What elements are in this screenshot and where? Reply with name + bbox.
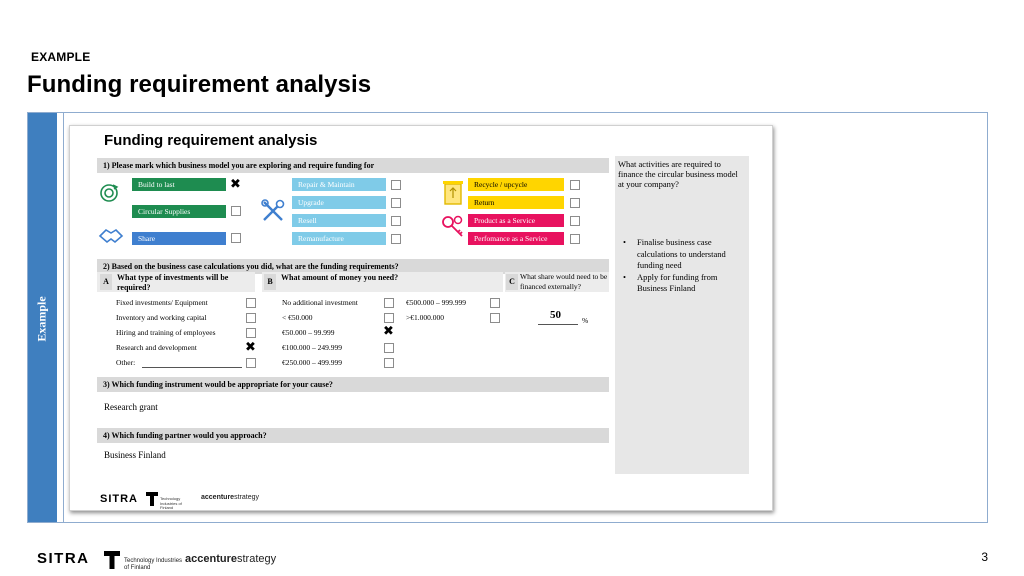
sheet-sitra-logo: SITRA	[100, 493, 138, 505]
investment-checkbox[interactable]	[246, 298, 256, 308]
model-return-checkbox[interactable]	[570, 198, 580, 208]
activities-question: What activities are required to finance the circular business model at your company?	[618, 159, 738, 189]
model-recycle-upcycle-checkbox[interactable]	[570, 180, 580, 190]
external-share-value[interactable]: 50	[550, 309, 561, 321]
amount-item: >€1.000.000	[406, 313, 444, 322]
model-remanufacture-checkbox[interactable]	[391, 234, 401, 244]
activities-list-item: • Apply for funding from Business Finland	[637, 272, 745, 295]
footer-accenture-bold: accenture	[185, 553, 237, 565]
model-share-checkbox[interactable]	[231, 233, 241, 243]
section-a-question: What type of investments will be required?	[117, 273, 229, 292]
eyebrow-label: EXAMPLE	[31, 50, 91, 64]
handshake-icon	[98, 224, 124, 246]
side-label: Example	[34, 296, 49, 342]
model-product-as-a-service-checkbox[interactable]	[570, 216, 580, 226]
investment-item: Hiring and training of employees	[116, 328, 216, 337]
amount-checkbox[interactable]	[384, 358, 394, 368]
external-share-unit: %	[582, 316, 589, 325]
footer-accenture-logo	[185, 553, 276, 565]
footer-ti-line-2: of Finland	[124, 565, 151, 571]
question-3-answer[interactable]: Research grant	[104, 402, 158, 412]
amount-item: < €50.000	[282, 313, 313, 322]
question-1-bar: 1) Please mark which business model you are exploring and require funding for	[97, 158, 609, 173]
amount-item: €250.000 – 499.999	[282, 358, 342, 367]
recycle-bin-icon	[442, 178, 464, 206]
investment-item: Fixed investments/ Equipment	[116, 298, 208, 307]
investment-item: Research and development	[116, 343, 197, 352]
amount-checkbox[interactable]	[490, 313, 500, 323]
side-bar	[28, 113, 57, 522]
footer-ti-logo-text	[124, 558, 182, 572]
investment-check-mark[interactable]: ✖	[245, 340, 256, 355]
amount-item: €50.000 – 99.999	[282, 328, 335, 337]
model-upgrade-checkbox[interactable]	[391, 198, 401, 208]
amount-checkbox[interactable]	[384, 298, 394, 308]
keys-icon	[440, 214, 466, 240]
funding-sheet	[69, 125, 773, 511]
model-repair-maintain-checkbox[interactable]	[391, 180, 401, 190]
investment-item: Other:	[116, 358, 136, 367]
footer-ti-line-1: Technology Industries	[124, 558, 183, 564]
sheet-ti-logo-text: Technology Industries of Finland	[160, 496, 182, 510]
section-c-letter: C	[506, 274, 518, 290]
section-b-letter: B	[264, 274, 276, 290]
section-b-question: What amount of money you need?	[281, 273, 399, 282]
model-build-to-last-mark[interactable]: ✖	[230, 177, 241, 192]
investment-checkbox[interactable]	[246, 358, 256, 368]
question-4-bar: 4) Which funding partner would you approach?	[97, 428, 609, 443]
amount-item: €100.000 – 249.999	[282, 343, 342, 352]
sheet-accenture-logo	[201, 494, 259, 501]
model-build-to-last: Build to last	[132, 178, 226, 191]
sheet-accenture-rest: strategy	[234, 494, 259, 501]
question-2-bar: 2) Based on the business case calculations you did, what are the funding requirements?	[97, 259, 609, 274]
amount-item: €500.000 – 999.999	[406, 298, 466, 307]
activities-list	[637, 237, 745, 295]
tools-icon	[260, 198, 286, 224]
amount-item: No additional investment	[282, 298, 358, 307]
page-number: 3	[981, 550, 988, 564]
model-upgrade: Upgrade	[292, 196, 386, 209]
footer-accenture-rest: strategy	[236, 553, 277, 565]
amount-check-mark[interactable]: ✖	[383, 324, 394, 339]
footer-sitra-logo: SITRA	[37, 550, 90, 567]
section-a-letter: A	[100, 274, 112, 290]
footer-ti-logo-mark	[104, 551, 120, 569]
investment-checkbox[interactable]	[246, 328, 256, 338]
page-title: Funding requirement analysis	[27, 71, 372, 98]
investment-item: Inventory and working capital	[116, 313, 207, 322]
amount-checkbox[interactable]	[490, 298, 500, 308]
model-circular-supplies: Circular Supplies	[132, 205, 226, 218]
model-circular-supplies-checkbox[interactable]	[231, 206, 241, 216]
activities-list-item: • Finalise business case calculations to understand funding need	[637, 237, 745, 272]
model-performance-as-a-service: Perfomance as a Service	[468, 232, 564, 245]
amount-checkbox[interactable]	[384, 343, 394, 353]
model-recycle-upcycle: Recycle / upcycle	[468, 178, 564, 191]
model-repair-maintain: Repair & Maintain	[292, 178, 386, 191]
investment-checkbox[interactable]	[246, 313, 256, 323]
model-return: Return	[468, 196, 564, 209]
model-resell: Resell	[292, 214, 386, 227]
model-product-as-a-service: Product as a Service	[468, 214, 564, 227]
model-remanufacture: Remanufacture	[292, 232, 386, 245]
section-c-question: What share would need to be financed externally?	[520, 272, 608, 291]
model-share: Share	[132, 232, 226, 245]
sheet-title: Funding requirement analysis	[104, 132, 318, 149]
external-share-underline	[538, 324, 578, 325]
model-performance-as-a-service-checkbox[interactable]	[570, 234, 580, 244]
recycle-circle-icon	[98, 182, 120, 204]
model-resell-checkbox[interactable]	[391, 216, 401, 226]
question-3-bar: 3) Which funding instrument would be appropriate for your cause?	[97, 377, 609, 392]
question-4-answer[interactable]: Business Finland	[104, 450, 166, 460]
sheet-ti-logo-mark	[146, 492, 158, 506]
activities-panel	[615, 156, 749, 474]
sheet-accenture-bold: accenture	[201, 494, 235, 501]
amount-checkbox[interactable]	[384, 313, 394, 323]
other-underline[interactable]	[142, 367, 242, 368]
